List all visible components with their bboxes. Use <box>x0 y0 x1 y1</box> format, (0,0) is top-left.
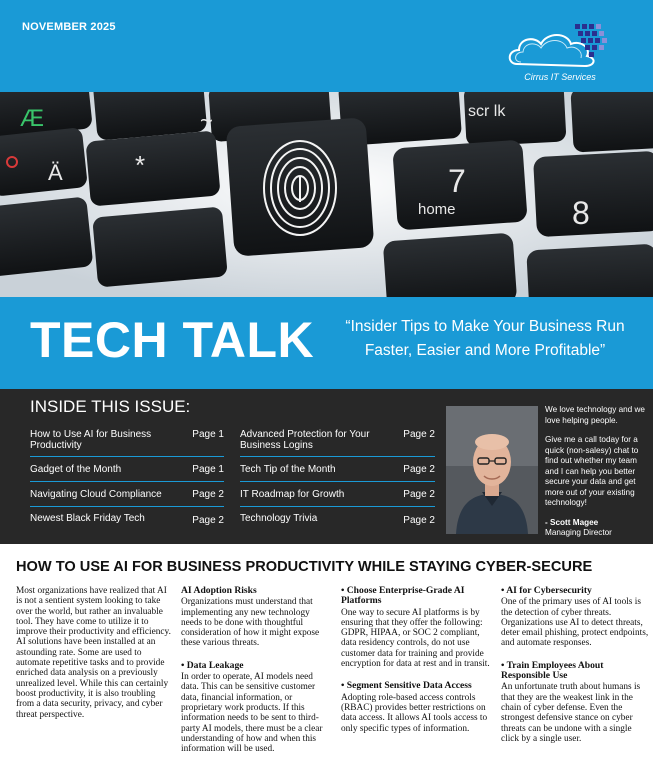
toc-divider <box>240 456 435 457</box>
bio-role: Managing Director <box>545 528 612 537</box>
keyboard-illustration <box>0 92 653 297</box>
section-heading: • AI for Cybersecurity <box>501 585 592 596</box>
section-heading: • Data Leakage <box>181 659 244 671</box>
key-a-umlaut-glyph: Ä <box>48 160 63 185</box>
key-eight-glyph: 8 <box>572 195 590 231</box>
article-headline: HOW TO USE AI FOR BUSINESS PRODUCTIVITY WHILE STAYING CYBER-SECURE <box>16 559 593 575</box>
article-paragraph: Organizations must understand that implementing any new technology needs to be done with thoughtful consideration of how it might expose these various threats. <box>181 597 320 649</box>
bio-call-to-action: Give me a call today for a quick (non-salesy) chat to find out whether my team and I can help you better secure your data and get more out of your existing technology! <box>545 435 639 507</box>
key-ae-glyph: Æ <box>20 105 44 132</box>
toc-item-page: Page 2 <box>403 515 435 526</box>
section-heading: • Train Employees About Responsible Use <box>501 659 604 682</box>
author-photo <box>446 406 538 534</box>
toc-item-page: Page 2 <box>192 489 224 500</box>
article-column-3 <box>341 586 494 746</box>
key-scroll-lock-glyph: scr lk <box>468 103 506 120</box>
hero-keyboard-image <box>0 92 653 297</box>
toc-item-title: IT Roadmap for Growth <box>240 489 345 500</box>
key-tilde-glyph: ~ <box>200 108 213 133</box>
section-heading: • Choose Enterprise-Grade AI Platforms <box>341 585 465 607</box>
article-paragraph: One of the primary uses of AI tools is the detection of cyber threats. Organizations use AI to detect threats, deter email phishing, protect endpoints, and automate responses. <box>501 597 649 649</box>
toc-item-title: How to Use AI for Business Productivity <box>30 429 152 451</box>
toc-item-title: Navigating Cloud Compliance <box>30 489 162 500</box>
author-bio <box>545 405 649 539</box>
article-paragraph: One way to secure AI platforms is by ensuring that they offer the following: GDPR, HIPAA, or SOC 2 compliant, data residency controls, do not use customer data for training and provide encryption for data at rest and in transit. <box>341 607 490 670</box>
toc-item-title: Tech Tip of the Month <box>240 464 336 475</box>
article-column-4 <box>501 586 649 756</box>
toc-divider <box>240 506 435 507</box>
masthead-band <box>0 297 653 389</box>
toc-item-page: Page 2 <box>192 515 224 526</box>
header-bar <box>0 0 653 92</box>
article-paragraph: In order to operate, AI models need data. This can be sensitive customer data, financial information, or proprietary work products. If this information needs to be sent to third-party AI models, there must be a clear understanding of how and when this information will be used. <box>181 672 323 755</box>
article-column-2 <box>181 586 333 766</box>
toc-item-page: Page 1 <box>192 429 224 440</box>
key-asterisk-glyph: * <box>135 150 146 180</box>
toc-item-title: Newest Black Friday Tech <box>30 513 145 524</box>
section-heading: • Segment Sensitive Data Access <box>341 680 472 692</box>
toc-item-title: Gadget of the Month <box>30 464 122 475</box>
toc-divider <box>30 456 224 457</box>
newsletter-title: TECH TALK <box>30 312 315 368</box>
toc-item-page: Page 2 <box>403 464 435 475</box>
inside-title: INSIDE THIS ISSUE: <box>30 397 191 416</box>
cirrus-logo <box>505 20 615 82</box>
logo-text: Cirrus IT Services <box>505 72 615 82</box>
key-home-glyph: home <box>418 201 456 218</box>
issue-date: NOVEMBER 2025 <box>22 21 116 33</box>
article-column-1 <box>16 586 173 732</box>
newsletter-tagline: “Insider Tips to Make Your Business Run Faster, Easier and More Profitable” <box>345 318 625 359</box>
article-paragraph: An unfortunate truth about humans is that they are the weakest link in the chain of cyber defense. Even the strongest defensive stance on cyber threats can be undone with a single click by a single user. <box>501 682 641 744</box>
toc-divider <box>30 506 224 507</box>
toc-item-page: Page 1 <box>192 464 224 475</box>
toc-item-title: Advanced Protection for Your Business Logins <box>240 429 370 451</box>
section-heading: AI Adoption Risks <box>181 585 257 596</box>
article-paragraph: Adopting role-based access controls (RBAC) provides better restrictions on data access. It allows AI tools access to only specific types of information. <box>341 692 488 734</box>
bio-signature: - Scott Magee <box>545 517 599 527</box>
toc-divider <box>240 481 435 482</box>
toc-divider <box>30 481 224 482</box>
article-paragraph: Most organizations have realized that AI is not a sentient system looking to take over the world, but rather an invaluable tool. They have come to utilize it to improve their productivity and efficiency. AI solutions have been installed at an astounding rate. Some are used to automate repetitive tasks and to provide enriched data analysis on a previously unrealized level. While this can certainly boost productivity, it is also troubling from a data security, privacy, and cyber threat perspective. <box>16 586 171 720</box>
key-seven-glyph: 7 <box>448 163 466 199</box>
toc-item-title: Technology Trivia <box>240 513 318 524</box>
toc-item-page: Page 2 <box>403 429 435 440</box>
toc-item-page: Page 2 <box>403 489 435 500</box>
bio-intro: We love technology and we love helping people. <box>545 405 645 425</box>
person-portrait-icon <box>446 406 538 534</box>
